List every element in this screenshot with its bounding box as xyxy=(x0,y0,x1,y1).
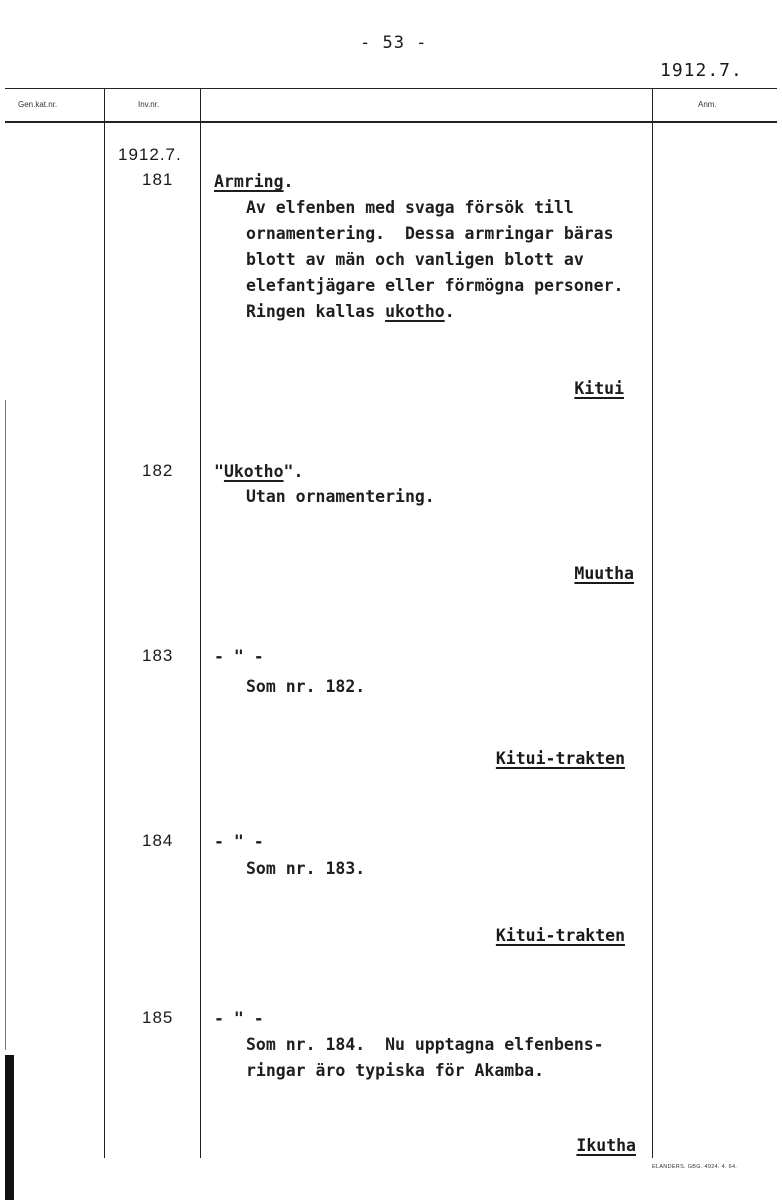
entry-181-line-5 xyxy=(246,299,455,325)
entry-182-title xyxy=(214,459,303,485)
entry-183-ditto: - " - xyxy=(214,647,264,666)
entry-185-ditto: - " - xyxy=(214,1009,264,1028)
entry-181-line-3: blott av män och vanligen blott av xyxy=(246,250,584,269)
entry-183-place: Kitui-trakten xyxy=(495,749,625,768)
inv-number-184: 184 xyxy=(142,831,174,850)
entry-182-place: Muutha xyxy=(574,564,634,583)
column-label-inv: Inv.nr. xyxy=(138,100,160,109)
entry-181-line-1: Av elfenben med svaga försök till xyxy=(246,198,574,217)
entry-185-place: Ikutha xyxy=(576,1136,636,1155)
header-top-rule xyxy=(5,88,777,89)
column-divider-text-anm xyxy=(652,88,653,1158)
entry-185-line-1: Som nr. 184. Nu upptagna elfenbens- xyxy=(246,1035,604,1054)
header-year: 1912.7. xyxy=(660,60,743,81)
entry-184-ditto: - " - xyxy=(214,832,264,851)
entry-181-place: Kitui xyxy=(574,379,624,398)
entry-181-line-5-suffix: . xyxy=(444,302,455,321)
inv-number-181: 181 xyxy=(142,170,174,189)
printer-imprint: ELANDERS. GBG. 4924. 4. 64. xyxy=(652,1164,738,1170)
inv-number-185: 185 xyxy=(142,1008,174,1027)
scan-edge-line xyxy=(5,400,6,1050)
entry-181-title xyxy=(214,169,293,195)
entry-182-line-1: Utan ornamentering. xyxy=(246,487,435,506)
entry-183-line-1: Som nr. 182. xyxy=(246,677,366,696)
column-divider-gen-inv xyxy=(104,88,105,1158)
entry-181-line-2: ornamentering. Dessa armringar bäras xyxy=(246,224,614,243)
entry-185-line-2: ringar äro typiska för Akamba. xyxy=(246,1061,545,1080)
entry-181-title-suffix: . xyxy=(283,172,294,191)
header-bottom-rule xyxy=(5,121,777,123)
group-label: 1912.7. xyxy=(118,145,182,164)
inv-number-183: 183 xyxy=(142,646,174,665)
entry-182-title-prefix: " xyxy=(214,462,224,481)
inv-number-182: 182 xyxy=(142,461,174,480)
entry-182-title-suffix: ". xyxy=(283,462,304,481)
column-label-gen-kat: Gen.kat.nr. xyxy=(18,100,58,109)
page-number: - 53 - xyxy=(360,33,428,53)
entry-184-line-1: Som nr. 183. xyxy=(246,859,366,878)
entry-181-line-5-prefix: Ringen kallas xyxy=(246,302,386,321)
column-label-anm: Anm. xyxy=(698,100,717,109)
entry-181-line-4: elefantjägare eller förmögna personer. xyxy=(246,276,624,295)
scan-edge-bar xyxy=(5,1055,14,1200)
entry-181-title-word: Armring xyxy=(214,172,284,191)
entry-182-title-word: Ukotho xyxy=(223,462,284,481)
entry-181-term: ukotho xyxy=(385,302,445,321)
entry-184-place: Kitui-trakten xyxy=(495,926,625,945)
column-divider-inv-text xyxy=(200,88,201,1158)
